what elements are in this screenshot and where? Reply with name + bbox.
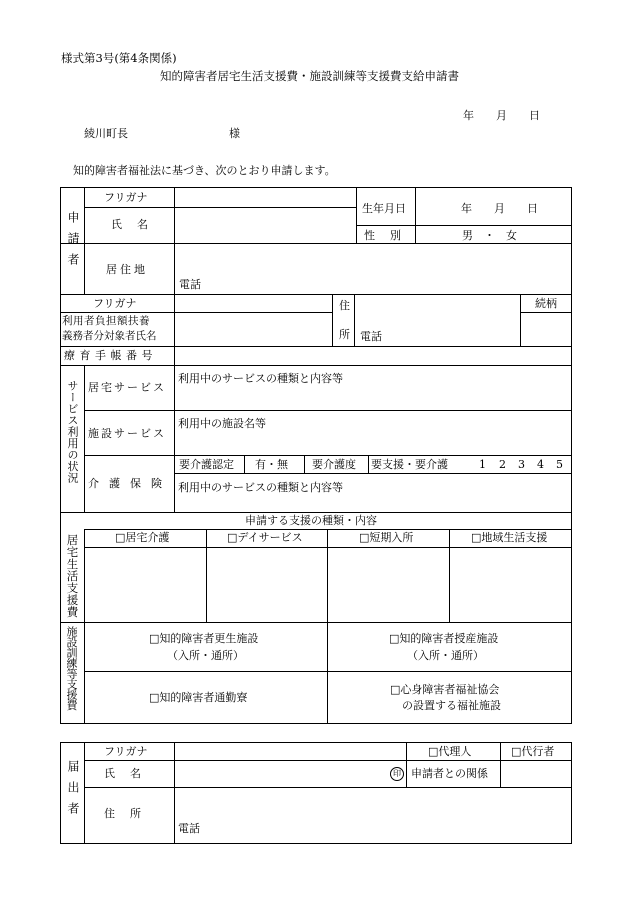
care-level-4[interactable]: 4 (537, 458, 544, 471)
form-number: 様式第3号(第4条関係) (61, 51, 177, 65)
care-level-label: 要介護度 (312, 458, 356, 471)
birthdate-field[interactable]: 年 月 日 (461, 202, 538, 215)
home-service-label: 居宅サービス (88, 381, 166, 394)
ryoiku-number-input[interactable] (175, 347, 570, 364)
submitter-phone-label: 電話 (178, 822, 200, 835)
facility-service-label: 施設サービス (88, 427, 166, 440)
application-date[interactable]: 年 月 日 (463, 109, 540, 122)
facility-support-section-label: 施設訓練等支援費 (65, 626, 78, 710)
proxy-checkbox[interactable]: □代行者 (511, 745, 555, 758)
option-community-support[interactable]: □地域生活支援 (471, 531, 548, 544)
form-title: 知的障害者居宅生活支援費・施設訓練等支援費支給申請書 (160, 69, 459, 83)
submitter-relation-label: 申請者との関係 (411, 767, 488, 780)
option-vocational-facility-type[interactable]: （入所・通所） (407, 649, 484, 662)
option-short-stay[interactable]: □短期入所 (359, 531, 414, 544)
birthdate-label: 生年月日 (362, 202, 406, 215)
addressee: 綾川町長 (84, 127, 128, 140)
target-address-label-2: 所 (339, 328, 350, 341)
target-address-label-1: 住 (339, 299, 350, 312)
submitter-furigana-input[interactable] (175, 743, 405, 759)
agent-checkbox[interactable]: □代理人 (428, 745, 472, 758)
submitter-section-label: 届出者 (66, 760, 80, 823)
submitter-furigana-label: フリガナ (104, 745, 148, 758)
applicant-furigana-input[interactable] (175, 188, 355, 206)
target-address-input[interactable] (355, 295, 519, 329)
intro-text: 知的障害者福祉法に基づき、次のとおり申請します。 (73, 164, 336, 177)
applicant-phone-label: 電話 (179, 278, 201, 291)
submitter-address-input[interactable] (175, 788, 570, 820)
applicant-name-input[interactable] (175, 208, 355, 225)
target-furigana-label: フリガナ (93, 297, 137, 310)
option-home-care[interactable]: □居宅介護 (115, 531, 170, 544)
applicant-furigana-label: フリガナ (104, 191, 148, 204)
care-cert-choice[interactable]: 有・無 (255, 458, 288, 471)
target-name-label-line1: 利用者負担額扶養 (62, 315, 150, 327)
option-commuting-dorm[interactable]: □知的障害者通勤寮 (149, 691, 248, 704)
sex-choice[interactable]: 男 ・ 女 (462, 229, 517, 242)
ryoiku-label: 療育手帳番号 (64, 349, 157, 362)
sex-label: 性 別 (364, 229, 403, 242)
target-phone-label: 電話 (360, 330, 382, 343)
applicant-section-label: 申請者 (66, 211, 80, 274)
option-rehab-facility-type[interactable]: （入所・通所） (167, 649, 244, 662)
relation-label: 続柄 (535, 297, 557, 310)
facility-service-desc: 利用中の施設名等 (178, 417, 266, 430)
care-cert-label: 要介護認定 (179, 458, 234, 471)
applicant-address-input[interactable] (175, 244, 570, 278)
applicant-name-label: 氏 名 (111, 218, 150, 231)
option-welfare-association[interactable]: □心身障害者福祉協会 (390, 683, 500, 696)
addressee-honorific: 様 (229, 127, 240, 140)
home-support-section-label: 居宅生活支援費 (65, 534, 80, 618)
care-level-choice[interactable]: 要支援・要介護 (371, 458, 448, 471)
option-day-service[interactable]: □デイサービス (227, 531, 303, 544)
option-welfare-association-sub: の設置する福祉施設 (402, 699, 501, 712)
care-level-2[interactable]: 2 (499, 458, 506, 471)
care-service-desc: 利用中のサービスの種類と内容等 (178, 481, 343, 494)
residence-label: 居住地 (106, 263, 148, 276)
target-name-input[interactable] (175, 313, 331, 345)
submitter-address-label: 住 所 (104, 807, 143, 820)
care-level-1[interactable]: 1 (479, 458, 486, 471)
submitter-name-input[interactable] (175, 761, 388, 786)
care-level-3[interactable]: 3 (518, 458, 525, 471)
care-insurance-label: 介護保険 (88, 477, 172, 490)
service-status-section-label: サービス利用の状況 (66, 380, 79, 484)
care-level-5[interactable]: 5 (556, 458, 563, 471)
option-rehab-facility[interactable]: □知的障害者更生施設 (149, 632, 259, 645)
home-service-desc: 利用中のサービスの種類と内容等 (178, 372, 343, 385)
submitter-name-label: 氏 名 (104, 767, 143, 780)
submitter-relation-input[interactable] (501, 761, 570, 786)
target-name-label-line2: 義務者分対象者氏名 (62, 330, 157, 342)
option-vocational-facility[interactable]: □知的障害者授産施設 (389, 632, 499, 645)
request-header: 申請する支援の種類・内容 (245, 514, 377, 527)
seal-mark-icon: 印 (390, 767, 404, 781)
